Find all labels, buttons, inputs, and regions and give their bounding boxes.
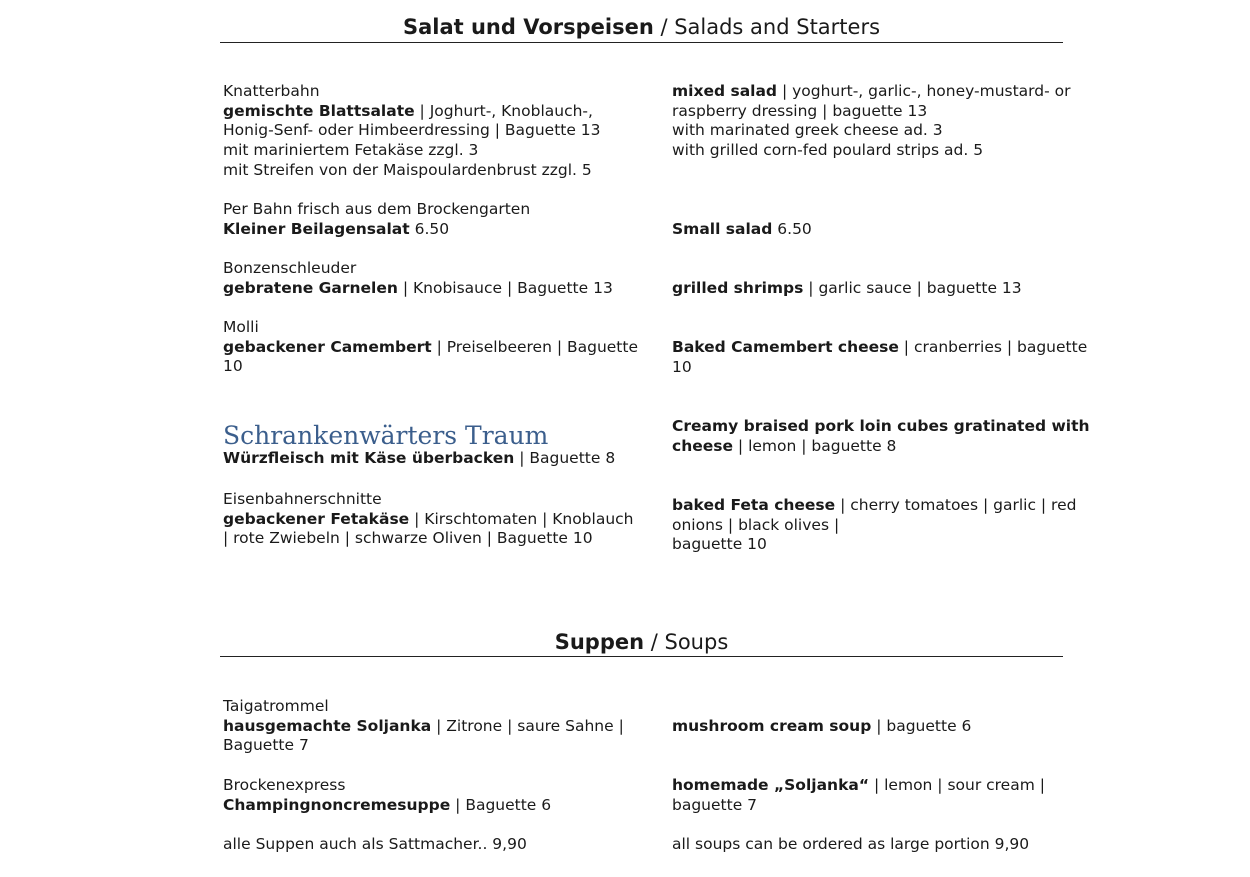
dish-name: gebackener Fetakäse [223,509,410,528]
soups-title-en: Soups [664,630,729,654]
dish-description: baguette 10 [672,535,767,554]
dish-description: | Zitrone | saure Sahne | [431,716,624,735]
menu-item-schrankenwaerters-traum [223,420,615,469]
dish-description: | Knobisauce | Baguette 13 [397,278,613,297]
menu-item-brockenexpress [223,776,615,815]
dish-description: | Kirschtomaten | Knoblauch [409,509,634,528]
dish-name: hausgemachte Soljanka [223,716,432,735]
dish-name: Small salad [672,220,773,238]
item-name: Eisenbahnerschnitte [223,490,382,508]
menu-item-eisenbahnerschnitte [223,490,634,549]
dish-description: baguette 7 [672,795,758,814]
dish-description: | Preiselbeeren | Baguette [431,337,638,356]
dish-description: onions | black olives | [672,515,840,534]
dish-name: mixed salad [672,82,778,100]
menu-item-knatterbahn [223,82,615,181]
soups-note-en [672,835,1064,855]
dish-name: gebratene Garnelen [223,278,398,297]
menu-item-taigatrommel [223,697,624,756]
menu-item-baked-feta [672,496,1077,555]
soups-title-separator: / [644,630,665,654]
soups-note: alle Suppen auch als Sattmacher.. 9,90 [223,835,527,853]
menu-item-baked-camembert [672,338,1088,377]
dish-name: baked Feta cheese [672,496,836,514]
dish-name: Kleiner Beilagensalat [223,219,410,238]
dish-description: Honig-Senf- oder Himbeerdressing | Baguette 13 [223,121,601,140]
dish-description: | Baguette 6 [450,795,552,814]
dish-name: homemade „Soljanka“ [672,776,870,794]
dish-name: Baked Camembert cheese [672,338,899,356]
dish-description: | garlic sauce | baguette 13 [803,279,1022,297]
salads-section-divider [220,42,1063,43]
soups-title-de: Suppen [554,630,645,654]
dish-description: | rote Zwiebeln | schwarze Oliven | Baguette 10 [223,529,593,548]
salads-section-title [220,14,1063,40]
dish-name: grilled shrimps [672,279,804,297]
menu-item-mushroom-soup [672,717,1064,737]
item-name: Molli [223,318,259,336]
menu-item-small-salad [672,220,1064,240]
dish-name: gemischte Blattsalate [223,101,415,120]
dish-extra: with marinated greek cheese ad. 3 [672,121,943,140]
dish-extra: mit Streifen von der Maispoulardenbrust zzgl. 5 [223,160,592,179]
dish-name: Champingnoncremesuppe [223,795,451,814]
dish-description: | lemon | sour cream | [869,776,1045,794]
salads-title-en: Salads and Starters [674,15,881,39]
dish-description: Baguette 7 [223,736,309,755]
menu-item-grilled-shrimps [672,279,1064,299]
item-name: Knatterbahn [223,82,320,100]
menu-item-mixed-salad [672,82,1071,161]
dish-price: 10 [672,357,692,376]
menu-item-bonzenschleuder [223,259,615,298]
item-name: Per Bahn frisch aus dem Brockengarten [223,200,531,218]
item-name: Bonzenschleuder [223,259,357,277]
dish-description: | lemon | baguette 8 [733,436,897,455]
soups-note: all soups can be ordered as large portion 9,90 [672,835,1030,853]
dish-extra: with grilled corn-fed poulard strips ad. 5 [672,141,984,160]
menu-item-molli [223,318,638,377]
salads-title-separator: / [653,15,675,39]
dish-price: 6.50 [409,219,450,238]
dish-name: Creamy braised pork loin cubes gratinated with [672,417,1090,435]
menu-item-per-bahn [223,200,615,239]
dish-price: 6.50 [772,220,812,238]
soups-section-title [220,629,1063,655]
menu-item-braised-pork [672,417,1090,456]
soups-section-divider [220,656,1063,657]
dish-description: | Baguette 8 [514,449,616,467]
dish-name-continued: cheese [672,436,733,455]
salads-title-de: Salat und Vorspeisen [402,15,654,39]
dish-extra: mit mariniertem Fetakäse zzgl. 3 [223,141,479,160]
dish-description: | cherry tomatoes | garlic | red [835,496,1077,514]
dish-description: | Joghurt-, Knoblauch-, [414,101,593,120]
dish-name: gebackener Camembert [223,337,432,356]
dish-name: mushroom cream soup [672,717,872,735]
item-name: Brockenexpress [223,776,346,794]
dish-description: | baguette 6 [871,717,972,735]
item-name: Taigatrommel [223,697,329,715]
dish-description: | cranberries | baguette [898,338,1088,356]
menu-item-homemade-soljanka [672,776,1064,815]
dish-price: 10 [223,357,243,376]
soups-note-de [223,835,615,855]
special-title: Schrankenwärters Traum [223,421,549,450]
dish-name: Würzfleisch mit Käse überbacken [223,449,515,467]
dish-description: raspberry dressing | baguette 13 [672,101,928,120]
dish-description: | yoghurt-, garlic-, honey-mustard- or [777,82,1071,100]
